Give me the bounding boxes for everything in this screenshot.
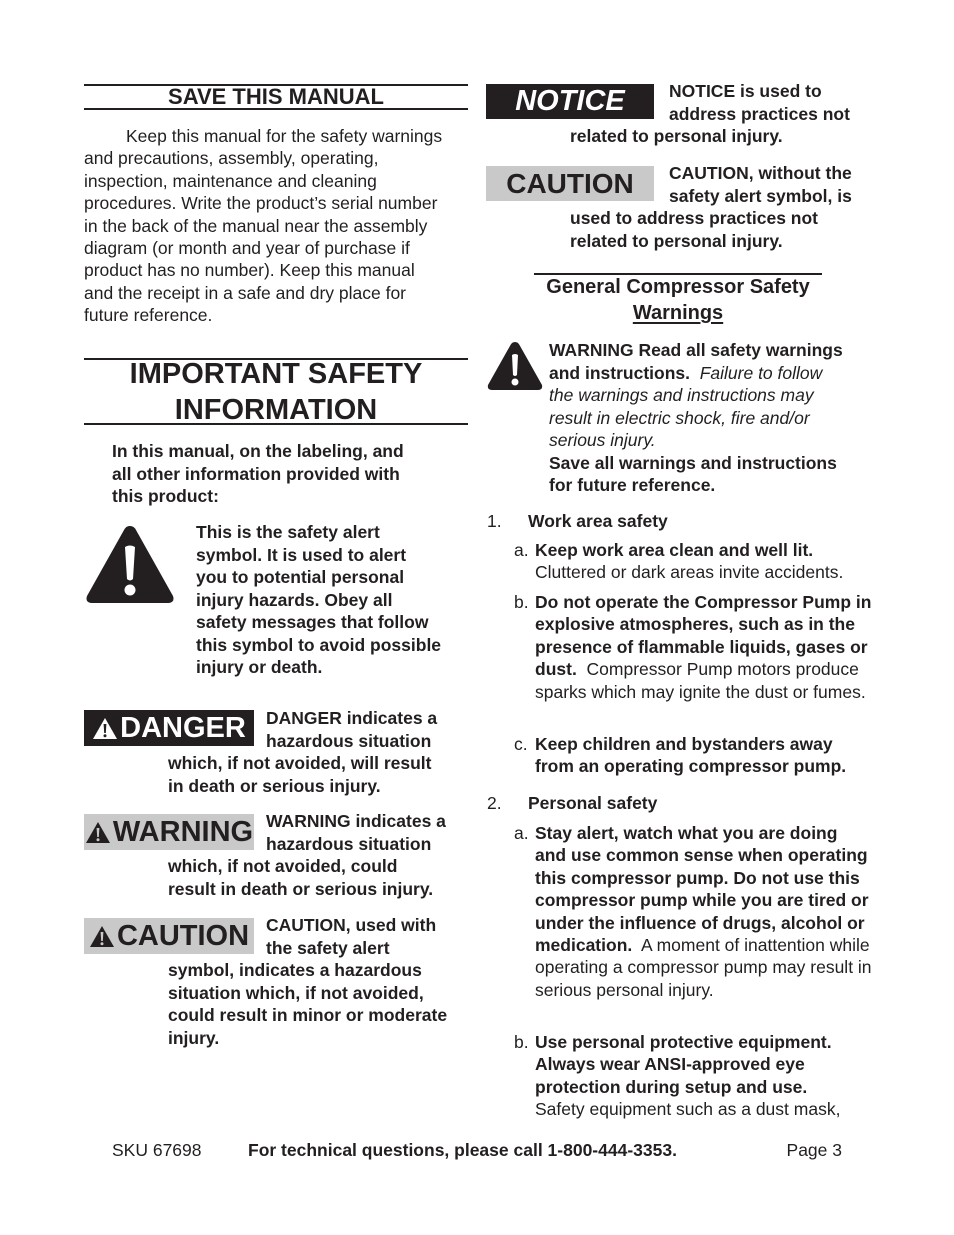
paragraph-line: Keep this manual for the safety warnings (126, 126, 443, 146)
safety-alert-icon (85, 821, 111, 844)
notice-description: NOTICE is used to address practices not (669, 81, 850, 124)
paragraph-line: inspection, maintenance and cleaning (84, 170, 377, 191)
list-item: a. Keep work area clean and well lit. Cluttered or dark areas invite accidents. (514, 540, 844, 583)
safety-alert-icon (486, 340, 544, 392)
numbered-heading: 1. Work area safety (487, 511, 668, 531)
paragraph-line: diagram (or month and year of purchase if (84, 238, 410, 259)
list-item: a. Stay alert, watch what you are doing and use common sense when operating this compressor pump. Do not use this compressor pump while you are tired or under the influence of drugs, alcohol or medication. A moment of inattention while operating a compressor pump may result in serious personal injury. (514, 823, 872, 1000)
paragraph-line: future reference. (84, 305, 213, 326)
warning-signal-word (84, 814, 254, 850)
notice-signal-word: NOTICE (486, 84, 654, 119)
caution-plain-signal-word: CAUTION (486, 166, 654, 201)
safety-alert-icon (84, 523, 176, 605)
intro-text: In this manual, on the labeling, and all other information provided with this product: (112, 441, 404, 506)
list-item: c. Keep children and bystanders away from an operating compressor pump. (514, 734, 847, 777)
divider (84, 108, 468, 110)
paragraph-line: and the receipt in a safe and dry place for (84, 282, 407, 303)
section-heading-save-manual: SAVE THIS MANUAL (168, 84, 384, 109)
danger-description: DANGER indicates a hazardous situation (266, 708, 438, 751)
caution-signal-word (84, 918, 254, 954)
save-manual-paragraph (84, 125, 474, 327)
paragraph-line: product has no number). Keep this manual (84, 260, 415, 281)
caution-plain-description-cont: used to address practices not related to personal injury. (570, 208, 818, 251)
safety-alert-icon (92, 717, 118, 740)
warning-description: WARNING indicates a hazardous situation (266, 811, 446, 854)
safety-alert-description: This is the safety alert symbol. It is used to alert you to potential personal injury hazards. Obey all safety messages that follow this symbol to avoid possible injury or death. (196, 522, 442, 677)
safety-alert-icon (89, 925, 115, 948)
general-warning-text: WARNING Read all safety warnings and instructions. Failure to follow the warnings and instructions may result in electric shock, fire and/or serious injury. Save all warnings and instructions for future reference. (549, 340, 843, 495)
numbered-heading: 2. Personal safety (487, 793, 658, 813)
paragraph-line: and precautions, assembly, operating, (84, 148, 379, 169)
caution-description: CAUTION, used with the safety alert (266, 915, 437, 958)
section-heading-important-safety (84, 356, 468, 428)
section-heading-general-compressor: General Compressor Safety Warnings (546, 276, 810, 324)
caution-description-cont: symbol, indicates a hazardous situation which, if not avoided, could result in minor or moderate injury. (168, 960, 448, 1048)
list-item: b. Use personal protective equipment. Always wear ANSI-approved eye protection during setup and use. Safety equipment such as a dust mask, (514, 1032, 841, 1120)
danger-label: DANGER (120, 711, 246, 744)
danger-description-cont: which, if not avoided, will result in death or serious injury. (168, 753, 432, 796)
tech-support-line: For technical questions, please call 1-800-444-3353. (248, 1140, 677, 1160)
heading-line: INFORMATION (174, 394, 378, 426)
warning-description-cont: which, if not avoided, could result in death or serious injury. (168, 856, 434, 899)
heading-line: IMPORTANT SAFETY (129, 358, 423, 390)
sku-number: SKU 67698 (112, 1140, 202, 1160)
danger-signal-word (84, 710, 254, 746)
caution-label: CAUTION (116, 919, 250, 952)
list-item: b. Do not operate the Compressor Pump in explosive atmospheres, such as in the presence of flammable liquids, gases or dust. Compressor Pump motors produce sparks which may ignite the dust or fumes. (514, 592, 872, 702)
divider (84, 423, 468, 425)
caution-plain-description: CAUTION, without the safety alert symbol, is (669, 163, 852, 206)
paragraph-line: procedures. Write the product’s serial number (84, 193, 438, 214)
warning-label: WARNING (112, 815, 254, 848)
notice-description-cont: related to personal injury. (570, 126, 783, 146)
paragraph-line: in the back of the manual near the assembly (84, 215, 428, 236)
page-number: Page 3 (786, 1140, 842, 1160)
